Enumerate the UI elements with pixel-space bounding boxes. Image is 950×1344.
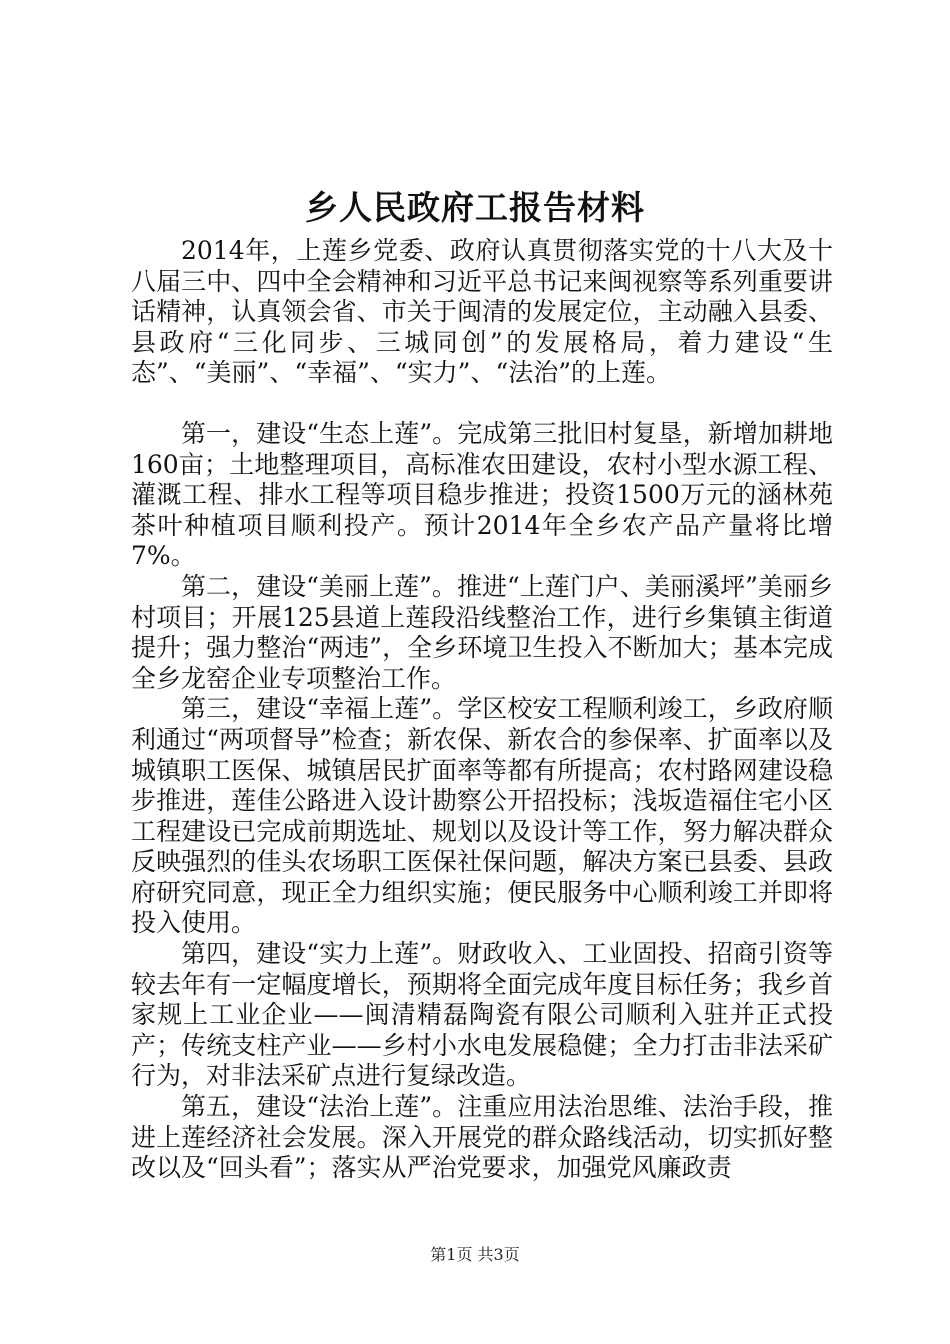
paragraph-beauty: 第二，建设“美丽上莲”。推进“上莲门户、美丽溪坪”美丽乡村项目；开展125县道上莲段沿线整治工作，进行乡集镇主街道提升；强力整治“两违”，全乡环境卫生投入不断加大；基本完成全乡龙窑企业专项整治工作。 bbox=[131, 571, 833, 693]
paragraph-intro: 2014年，上莲乡党委、政府认真贯彻落实党的十八大及十八届三中、四中全会精神和习近平总书记来闽视察等系列重要讲话精神，认真领会省、市关于闽清的发展定位，主动融入县委、县政府“三化同步、三城同创”的发展格局，着力建设“生态”、“美丽”、“幸福”、“实力”、“法治”的上莲。 bbox=[131, 236, 833, 388]
document-body bbox=[131, 236, 833, 1184]
page-footer: 第1页 共3页 bbox=[430, 1245, 520, 1264]
paragraph-strength: 第四，建设“实力上莲”。财政收入、工业固投、招商引资等较去年有一定幅度增长，预期将全面完成年度目标任务；我乡首家规上工业企业——闽清精磊陶瓷有限公司顺利入驻并正式投产；传统支柱产业——乡村小水电发展稳健；全力打击非法采矿行为，对非法采矿点进行复绿改造。 bbox=[131, 939, 833, 1091]
paragraph-happiness: 第三，建设“幸福上莲”。学区校安工程顺利竣工，乡政府顺利通过“两项督导”检查；新农保、新农合的参保率、扩面率以及城镇职工医保、城镇居民扩面率等都有所提高；农村路网建设稳步推进，莲佳公路进入设计勘察公开招投标；浅坂造福住宅小区工程建设已完成前期选址、规划以及设计等工作，努力解决群众反映强烈的佳头农场职工医保社保问题，解决方案已县委、县政府研究同意，现正全力组织实施；便民服务中心顺利竣工并即将投入使用。 bbox=[131, 694, 833, 938]
paragraph-gap bbox=[131, 389, 833, 419]
paragraph-rule-of-law: 第五，建设“法治上莲”。注重应用法治思维、法治手段，推进上莲经济社会发展。深入开展党的群众路线活动，切实抓好整改以及“回头看”；落实从严治党要求，加强党风廉政责 bbox=[131, 1092, 833, 1183]
paragraph-ecology: 第一，建设“生态上莲”。完成第三批旧村复垦，新增加耕地160亩；土地整理项目，高标准农田建设，农村小型水源工程、灌溉工程、排水工程等项目稳步推进；投资1500万元的涵林苑茶叶种植项目顺利投产。预计2014年全乡农产品产量将比增7%。 bbox=[131, 418, 833, 571]
document-title: 乡人民政府工报告材料 bbox=[305, 188, 645, 227]
